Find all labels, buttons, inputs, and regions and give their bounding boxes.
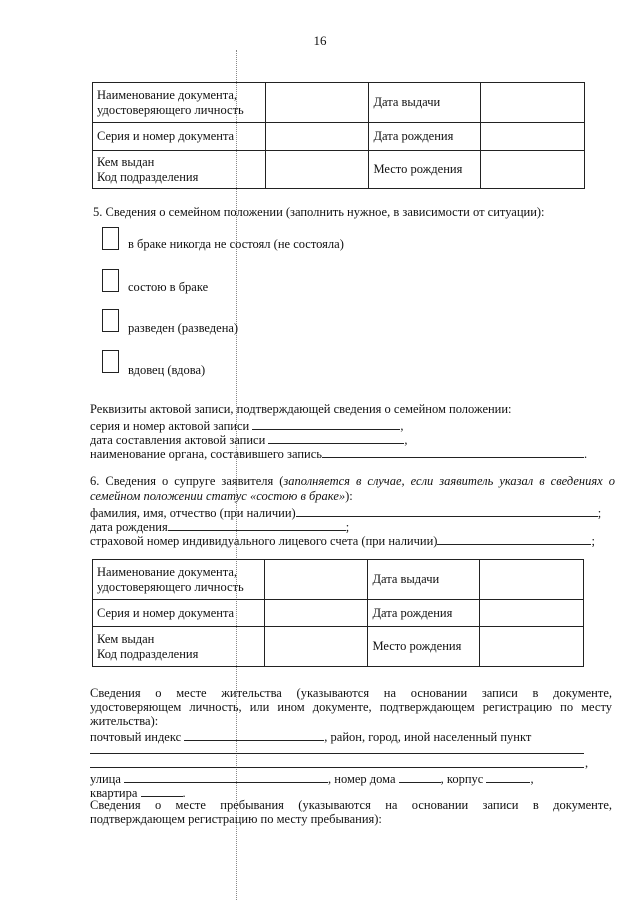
spouse-doc-name-label: Наименование документа, удостоверяющего личность (93, 560, 265, 600)
house-label: , номер дома (328, 772, 396, 786)
residence-line1: Сведения о месте жительства (указываются на основании записи в документе, (90, 686, 612, 700)
spouse-issued-by-label: Кем выдан Код подразделения (93, 627, 265, 667)
locality-comma: , (585, 756, 589, 770)
spouse-dob-row: дата рождения ; (90, 520, 350, 534)
page-number: 16 (313, 33, 327, 48)
flat-input[interactable] (141, 784, 183, 797)
record-date-input[interactable] (268, 431, 404, 444)
record-date-row: дата составления актовой записи , (90, 433, 408, 447)
locality-input-line-1[interactable] (90, 753, 584, 754)
house-input[interactable] (399, 770, 441, 783)
postcode-label: почтовый индекс (90, 730, 182, 744)
record-series-row: серия и номер актовой записи , (90, 419, 404, 433)
spouse-issued-by-value[interactable] (264, 627, 368, 667)
spouse-birth-date-value[interactable] (480, 600, 584, 627)
birth-place-label: Место рождения (369, 151, 481, 189)
marital-checkbox-married[interactable] (102, 269, 119, 292)
issue-date-label: Дата выдачи (369, 83, 481, 123)
spouse-snils-input[interactable] (437, 532, 591, 545)
spouse-snils-label: страховой номер индивидуального лицевого счета (при наличии) (90, 534, 438, 548)
record-organ-label: наименование органа, составившего запись (90, 447, 322, 461)
spouse-birth-place-label: Место рождения (368, 627, 480, 667)
postcode-input[interactable] (184, 728, 324, 741)
record-heading: Реквизиты актовой записи, подтверждающей сведения о семейном положении: (90, 402, 512, 416)
marital-option-married: состою в браке (128, 280, 209, 294)
identity-document-table (92, 82, 585, 189)
stay-line1: Сведения о месте пребывания (указываются на основании записи в документе, (90, 798, 612, 812)
record-series-label: серия и номер актовой записи (90, 419, 250, 433)
spouse-birth-date-label: Дата рождения (368, 600, 480, 627)
residence-line2: удостоверяющем личность, или ином документе, подтверждающем регистрацию по месту (90, 700, 612, 714)
marital-option-never: в браке никогда не состоял (не состояла) (128, 237, 344, 251)
korpus-input[interactable] (486, 770, 530, 783)
spouse-issue-date-value[interactable] (480, 560, 584, 600)
series-number-label: Серия и номер документа (93, 123, 266, 151)
spouse-fio-row: фамилия, имя, отчество (при наличии) ; (90, 506, 602, 520)
korpus-label: , корпус (440, 772, 484, 786)
issue-date-value[interactable] (481, 83, 585, 123)
birth-date-label: Дата рождения (369, 123, 481, 151)
residence-line3: жительства): (90, 714, 159, 728)
marital-option-divorced: разведен (разведена) (128, 321, 239, 335)
spouse-fio-input[interactable] (296, 504, 598, 517)
record-series-input[interactable] (252, 417, 400, 430)
marital-checkbox-divorced[interactable] (102, 309, 119, 332)
spouse-snils-row: страховой номер индивидуального лицевого счета (при наличии) ; (90, 534, 595, 548)
spouse-issue-date-label: Дата выдачи (368, 560, 480, 600)
spouse-dob-input[interactable] (168, 518, 346, 531)
stay-line2: подтверждающем регистрацию по месту пребывания): (90, 812, 382, 826)
residence-postcode-row (90, 728, 531, 745)
residence-street-row: улица , номер дома , корпус , (90, 772, 534, 786)
street-input[interactable] (124, 770, 328, 783)
marital-option-widowed: вдовец (вдова) (128, 363, 206, 377)
spouse-fio-label: фамилия, имя, отчество (при наличии) (90, 506, 296, 520)
marital-checkbox-never[interactable] (102, 227, 119, 250)
residence-flat-row: квартира . (90, 786, 186, 800)
birth-date-value[interactable] (481, 123, 585, 151)
spouse-birth-place-value[interactable] (480, 627, 584, 667)
locality-input-line-2[interactable] (90, 767, 584, 768)
section6-heading-line1: 6. Сведения о супруге заявителя (заполняется в случае, если заявитель указал в сведениях о (90, 474, 615, 488)
flat-label: квартира (90, 786, 138, 800)
record-organ-input[interactable] (322, 445, 584, 458)
spouse-document-table (92, 559, 584, 667)
spouse-doc-name-value[interactable] (264, 560, 368, 600)
spouse-dob-label: дата рождения (90, 520, 168, 534)
marital-checkbox-widowed[interactable] (102, 350, 119, 373)
spouse-series-number-value[interactable] (264, 600, 368, 627)
issued-by-label: Кем выдан Код подразделения (93, 151, 266, 189)
doc-name-value[interactable] (265, 83, 369, 123)
record-date-label: дата составления актовой записи (90, 433, 266, 447)
doc-name-label: Наименование документа, удостоверяющего личность (93, 83, 266, 123)
issued-by-value[interactable] (265, 151, 369, 189)
locality-label: , район, город, иной населенный пункт (324, 730, 532, 744)
birth-place-value[interactable] (481, 151, 585, 189)
spouse-series-number-label: Серия и номер документа (93, 600, 265, 627)
section6-heading-line2: семейном положении статус «состою в браке»): (90, 489, 353, 503)
series-number-value[interactable] (265, 123, 369, 151)
record-organ-row: наименование органа, составившего запись . (90, 447, 588, 461)
street-label: улица (90, 772, 121, 786)
section5-heading: 5. Сведения о семейном положении (заполнить нужное, в зависимости от ситуации): (93, 205, 545, 219)
